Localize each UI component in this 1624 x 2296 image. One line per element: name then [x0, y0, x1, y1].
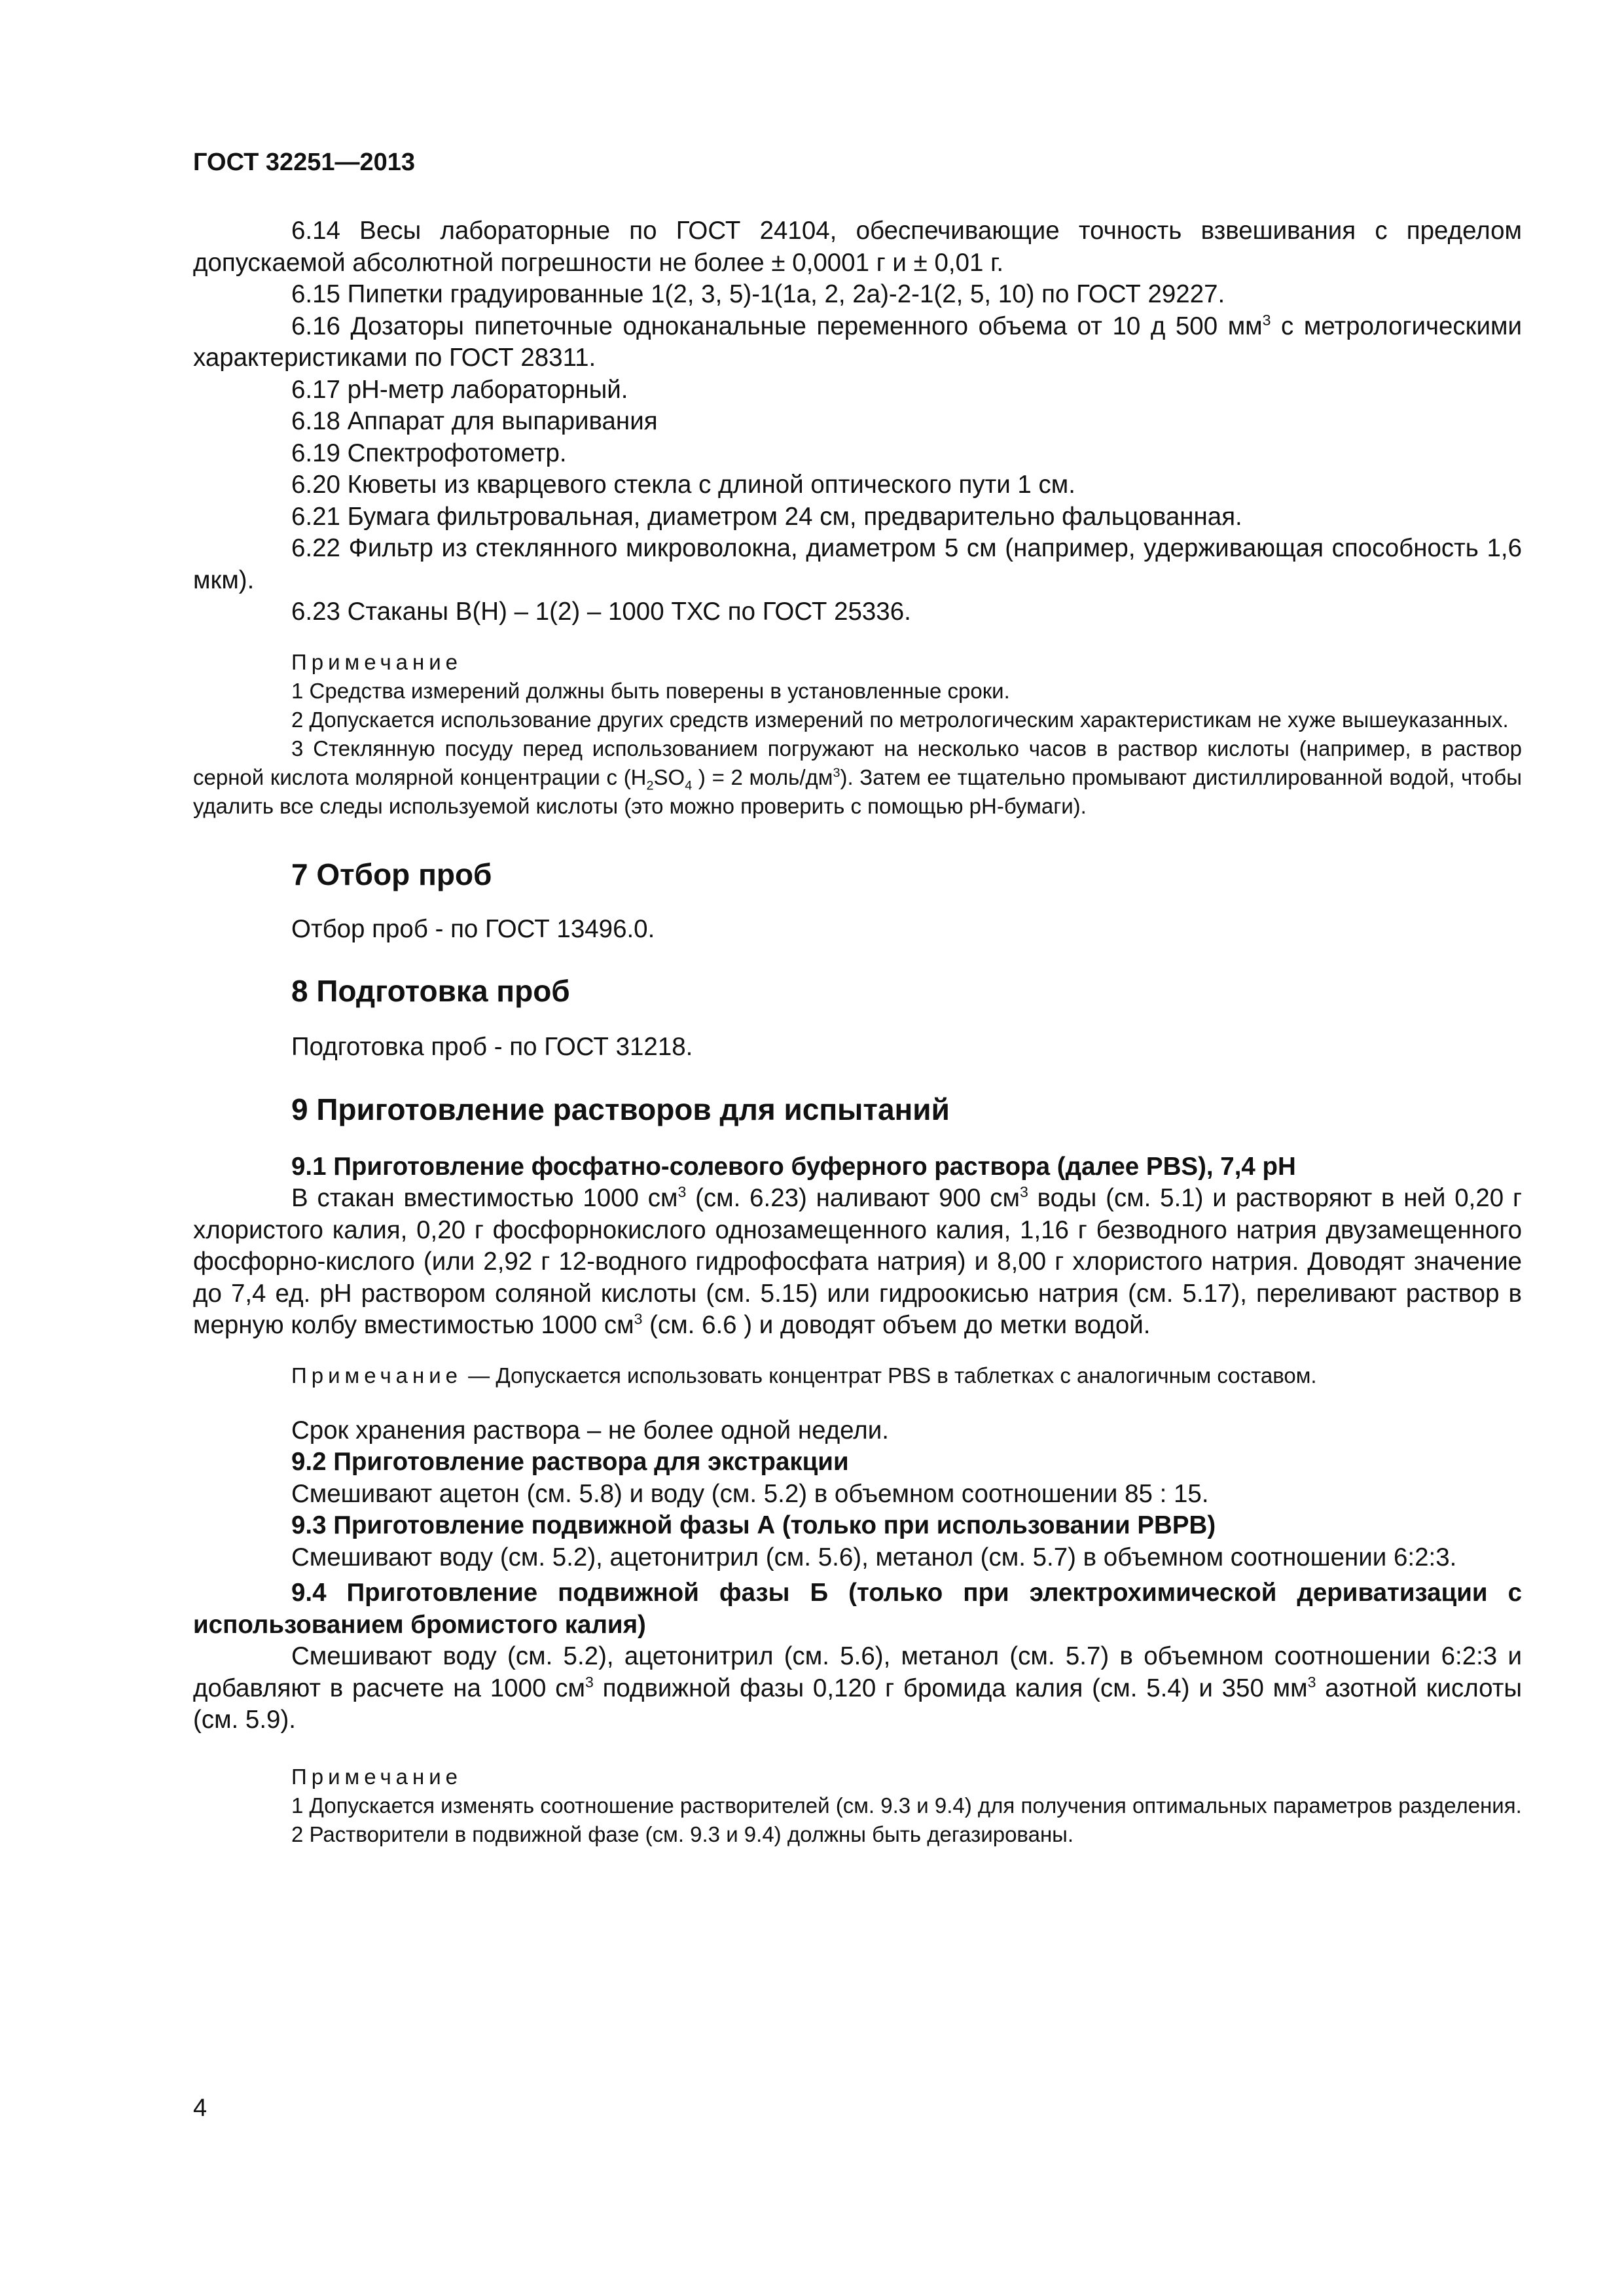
list-item: 6.21 Бумага фильтровальная, диаметром 24 см, предварительно фальцованная. — [291, 502, 1242, 531]
note-item: 1 Допускается изменять соотношение растворителей (см. 9.3 и 9.4) для получения оптимальных параметров разделения. — [291, 1793, 1522, 1818]
subsection-9-1-text: В стакан вместимостью 1000 $см^3$ (см. 6.23) наливают 900 $см^3$ воды (см. 5.1) и растворяют в ней 0,20 г хлористого калия, 0,20 г фосфорнокислого однозамещенного калия, 1,16 г безводного натрия двузамещенного фосфорно-кислого (или 2,92 г 12-водного гидрофосфата натрия) и 8,00 г хлористого натрия. Доводят значение до 7,4 ед. pH раствором соляной кислоты (см. 5.15) или гидроокисью натрия (см. 5.17), переливают раствор в мерную колбу вместимостью 1000 $см^3$ (см. 6.6 ) и доводят объем до метки водой. — [193, 1183, 1523, 1339]
subsection-9-2-text: Смешивают ацетон (см. 5.8) и воду (см. 5.2) в объемном соотношении 85 : 15. — [291, 1479, 1209, 1508]
section-8-title: 8 Подготовка проб — [291, 974, 570, 1008]
note-title: Примечание — [291, 1764, 463, 1789]
section-7-title: 7 Отбор проб — [291, 857, 492, 891]
note-item: 1 Средства измерений должны быть поверены в установленные сроки. — [291, 678, 1010, 703]
subsection-9-2-title: 9.2 Приготовление раствора для экстракции — [291, 1448, 849, 1476]
list-item: 6.19 Спектрофотометр. — [291, 439, 567, 467]
list-item: 6.15 Пипетки градуированные 1(2, 3, 5)-1(1а, 2, 2а)-2-1(2, 5, 10) по ГОСТ 29227. — [291, 280, 1225, 308]
note-label: Примечание — [291, 1363, 463, 1388]
page-number: 4 — [193, 2094, 208, 2122]
subsection-9-3-text: Смешивают воду (см. 5.2), ацетонитрил (см. 5.6), метанол (см. 5.7) в объемном соотношении 6:2:3. — [291, 1543, 1457, 1571]
section-9-title: 9 Приготовление растворов для испытаний — [291, 1092, 950, 1126]
note-item: 2 Допускается использование других средств измерений по метрологическим характеристикам не хуже вышеуказанных. — [291, 707, 1509, 732]
document-header: ГОСТ 32251—2013 — [193, 149, 416, 176]
subsection-9-3-title: 9.3 Приготовление подвижной фазы А (только при использовании PBPB) — [291, 1511, 1216, 1539]
list-item: 6.14 Весы лабораторные по ГОСТ 24104, обеспечивающие точность взвешивания с пределом допускаемой абсолютной погрешности не более ± 0,0001 г и ± 0,01 г. — [193, 217, 1522, 277]
note-item: 2 Растворители в подвижной фазе (см. 9.3 и 9.4) должны быть дегазированы. — [291, 1821, 1074, 1846]
section-7-text: Отбор проб - по ГОСТ 13496.0. — [291, 914, 655, 943]
storage-text: Срок хранения раствора – не более одной недели. — [291, 1416, 889, 1444]
document-page — [193, 147, 1522, 1849]
note-title: Примечание — [291, 649, 463, 674]
section-8-text: Подготовка проб - по ГОСТ 31218. — [291, 1033, 693, 1061]
note-block-1 — [193, 648, 1522, 821]
equipment-list — [193, 215, 1522, 628]
subsection-9-1-title: 9.1 Приготовление фосфатно-солевого буферного раствора (далее PBS), 7,4 pH — [291, 1152, 1296, 1181]
list-item: 6.23 Стаканы В(Н) – 1(2) – 1000 ТХС по ГОСТ 25336. — [291, 598, 911, 626]
subsection-9-4-text: Смешивают воду (см. 5.2), ацетонитрил (см. 5.6), метанол (см. 5.7) в объемном соотношении 6:2:3 и добавляют в расчете на 1000 $см^3$ подвижной фазы 0,120 г бромида калия (см. 5.4) и 350 $мм^3$ азотной кислоты (см. 5.9). — [193, 1642, 1522, 1734]
note-item: 3 Стеклянную посуду перед использованием погружают на несколько часов в раствор кислоты (например, в раствор серной кислота молярной концентрации с ($H_2SO_4$ ) = 2 моль/$дм^3$). Затем ее тщательно промывают дистиллированной водой, чтобы удалить все следы используемой кислоты (это можно проверить с помощью pH-бумаги). — [193, 736, 1522, 818]
list-item: 6.20 Кюветы из кварцевого стекла с длиной оптического пути 1 см. — [291, 471, 1075, 499]
list-item: 6.22 Фильтр из стеклянного микроволокна, диаметром 5 см (например, удерживающая способность 1,6 мкм). — [193, 534, 1522, 594]
list-item: 6.17 pH-метр лабораторный. — [291, 375, 628, 404]
inline-note: Примечание — Допускается использовать концентрат PBS в таблетках с аналогичным составом. — [291, 1363, 1317, 1388]
subsection-9-4-title: 9.4 Приготовление подвижной фазы Б (только при электрохимической дериватизации с использованием бромистого калия) — [193, 1579, 1522, 1639]
list-item: 6.18 Аппарат для выпаривания — [291, 407, 658, 435]
list-item: 6.16 Дозаторы пипеточные одноканальные переменного объема от 10 д 500 $мм^3$ с метрологическими характеристиками по ГОСТ 28311. — [193, 311, 1522, 372]
note-block-2 — [193, 1763, 1522, 1849]
